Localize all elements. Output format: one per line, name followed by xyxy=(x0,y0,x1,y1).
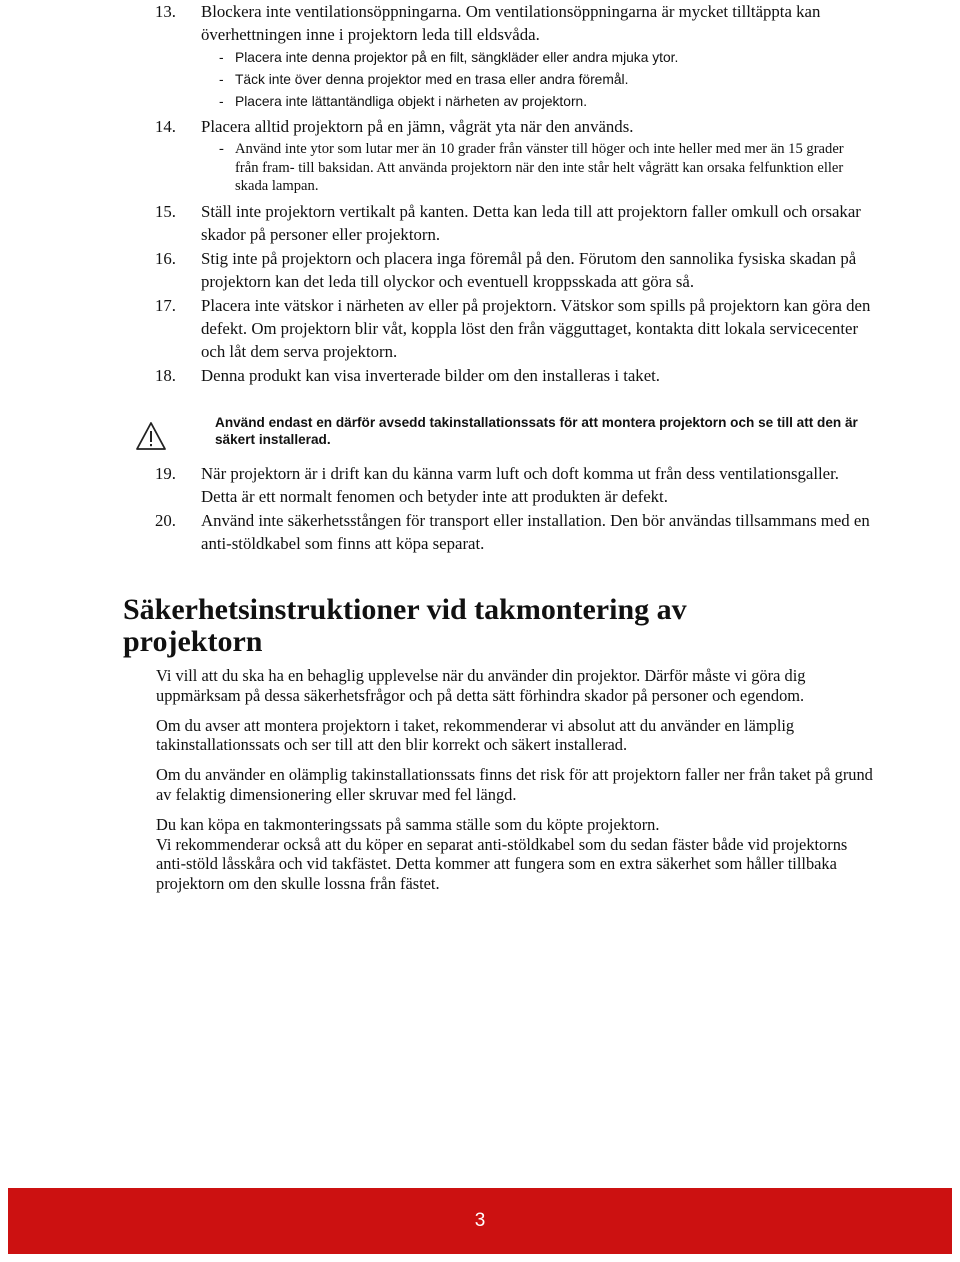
paragraph: Om du avser att montera projektorn i taket, rekommenderar vi absolut att du använder en lämplig takinstallationssats och ser till att den blir korrekt och säkert installerad. xyxy=(156,715,795,755)
section-body xyxy=(156,666,876,904)
sub-item xyxy=(155,140,875,196)
item-text: Placera inte vätskor i närheten av eller på projektorn. Vätskor som spills på projektorn kan göra den defekt. Om projektorn blir våt, koppla löst den från vägguttaget, kontakta ditt lokala servicecenter och låt dem serva projektorn. xyxy=(201,295,871,362)
warning-box xyxy=(135,415,865,455)
paragraph: Du kan köpa en takmonteringssats på samma ställe som du köpte projektorn. xyxy=(156,814,660,834)
page-number: 3 xyxy=(474,1210,486,1231)
item-text: Denna produkt kan visa inverterade bilder om den installeras i taket. xyxy=(201,365,661,385)
item-text: Använd inte säkerhetsstången för transport eller installation. Den bör användas tillsammans med en anti-stöldkabel som finns att köpa separat. xyxy=(201,510,870,554)
item-number: 16. xyxy=(155,248,176,268)
sub-item-text: Använd inte ytor som lutar mer än 10 grader från vänster till höger och inte heller med mer än 15 grader från fram- till baksidan. Att använda projektorn när den inte står helt vågrätt kan orsaka felfunktion eller skada lampan. xyxy=(235,141,844,195)
list-item-20 xyxy=(155,509,875,556)
dash-bullet: - xyxy=(219,93,224,109)
warning-triangle-icon xyxy=(135,421,167,451)
item-text: Ställ inte projektorn vertikalt på kanten. Detta kan leda till att projektorn faller omkull och orsakar skador på personer eller projektorn. xyxy=(201,202,861,245)
paragraph: Om du använder en olämplig takinstallationssats finns det risk för att projektorn faller ner från taket på grund av felaktig dimensionering eller skruvar med fel längd. xyxy=(156,765,873,804)
paragraph: Vi vill att du ska ha en behaglig upplevelse när du använder din projektor. Därför måste vi göra dig uppmärksam på dessa säkerhetsfrågor och på detta sätt förhindra skador på personer och egendom. xyxy=(156,666,806,705)
item-number: 20. xyxy=(155,510,176,530)
footer-bar xyxy=(8,1188,952,1254)
sub-item-text: Täck inte över denna projektor med en trasa eller andra föremål. xyxy=(235,71,629,87)
item-number: 17. xyxy=(155,295,176,315)
sub-item xyxy=(155,69,875,91)
sub-item xyxy=(155,91,875,113)
item-text: Placera alltid projektorn på en jämn, vågrät yta när den används. xyxy=(201,116,634,136)
dash-bullet: - xyxy=(219,141,224,158)
list-item-15 xyxy=(155,200,875,247)
sub-item-text: Placera inte lättantändliga objekt i närheten av projektorn. xyxy=(235,93,588,109)
item-number: 14. xyxy=(155,116,176,136)
numbered-list-top xyxy=(155,0,875,387)
list-item-13 xyxy=(155,0,875,47)
item-text: Stig inte på projektorn och placera inga föremål på den. Förutom den sannolika fysiska skadan på projektorn kan det leda till olyckor och eventuell kroppsskada att göra så. xyxy=(201,248,857,292)
numbered-list-bottom xyxy=(155,462,875,556)
list-item-18 xyxy=(155,364,875,387)
item-number: 18. xyxy=(155,365,176,385)
dash-bullet: - xyxy=(219,71,224,87)
section-heading: Säkerhetsinstruktioner vid takmontering av projektorn xyxy=(123,593,687,658)
list-item-14 xyxy=(155,115,875,138)
item-number: 13. xyxy=(155,2,176,21)
list-item-19 xyxy=(155,462,875,509)
dash-bullet: - xyxy=(219,49,224,65)
item-number: 19. xyxy=(155,464,176,483)
item-text: Blockera inte ventilationsöppningarna. Om ventilationsöppningarna är mycket tilltäppta kan överhettningen inne i projektorn leda till eldsvåda. xyxy=(201,2,821,45)
item-text: När projektorn är i drift kan du känna varm luft och doft komma ut från dess ventilationsgaller. Detta är ett normalt fenomen och betyder inte att produkten är defekt. xyxy=(201,464,839,507)
sub-item-text: Placera inte denna projektor på en filt, sängkläder eller andra mjuka ytor. xyxy=(235,49,679,65)
warning-text: Använd endast en därför avsedd takinstallationssats för att montera projektorn och se till att den är säkert installerad. xyxy=(215,415,858,447)
sub-item xyxy=(155,47,875,69)
item-number: 15. xyxy=(155,202,176,221)
list-item-17 xyxy=(155,294,875,364)
paragraph: Vi rekommenderar också att du köper en separat anti-stöldkabel som du sedan fäster både vid projektorns anti-stöld låsskåra och vid takfästet. Detta kommer att fungera som en extra säkerhet som håller tillbaka projektorn om den skulle lossna från fästet. xyxy=(156,834,848,894)
list-item-16 xyxy=(155,247,875,294)
